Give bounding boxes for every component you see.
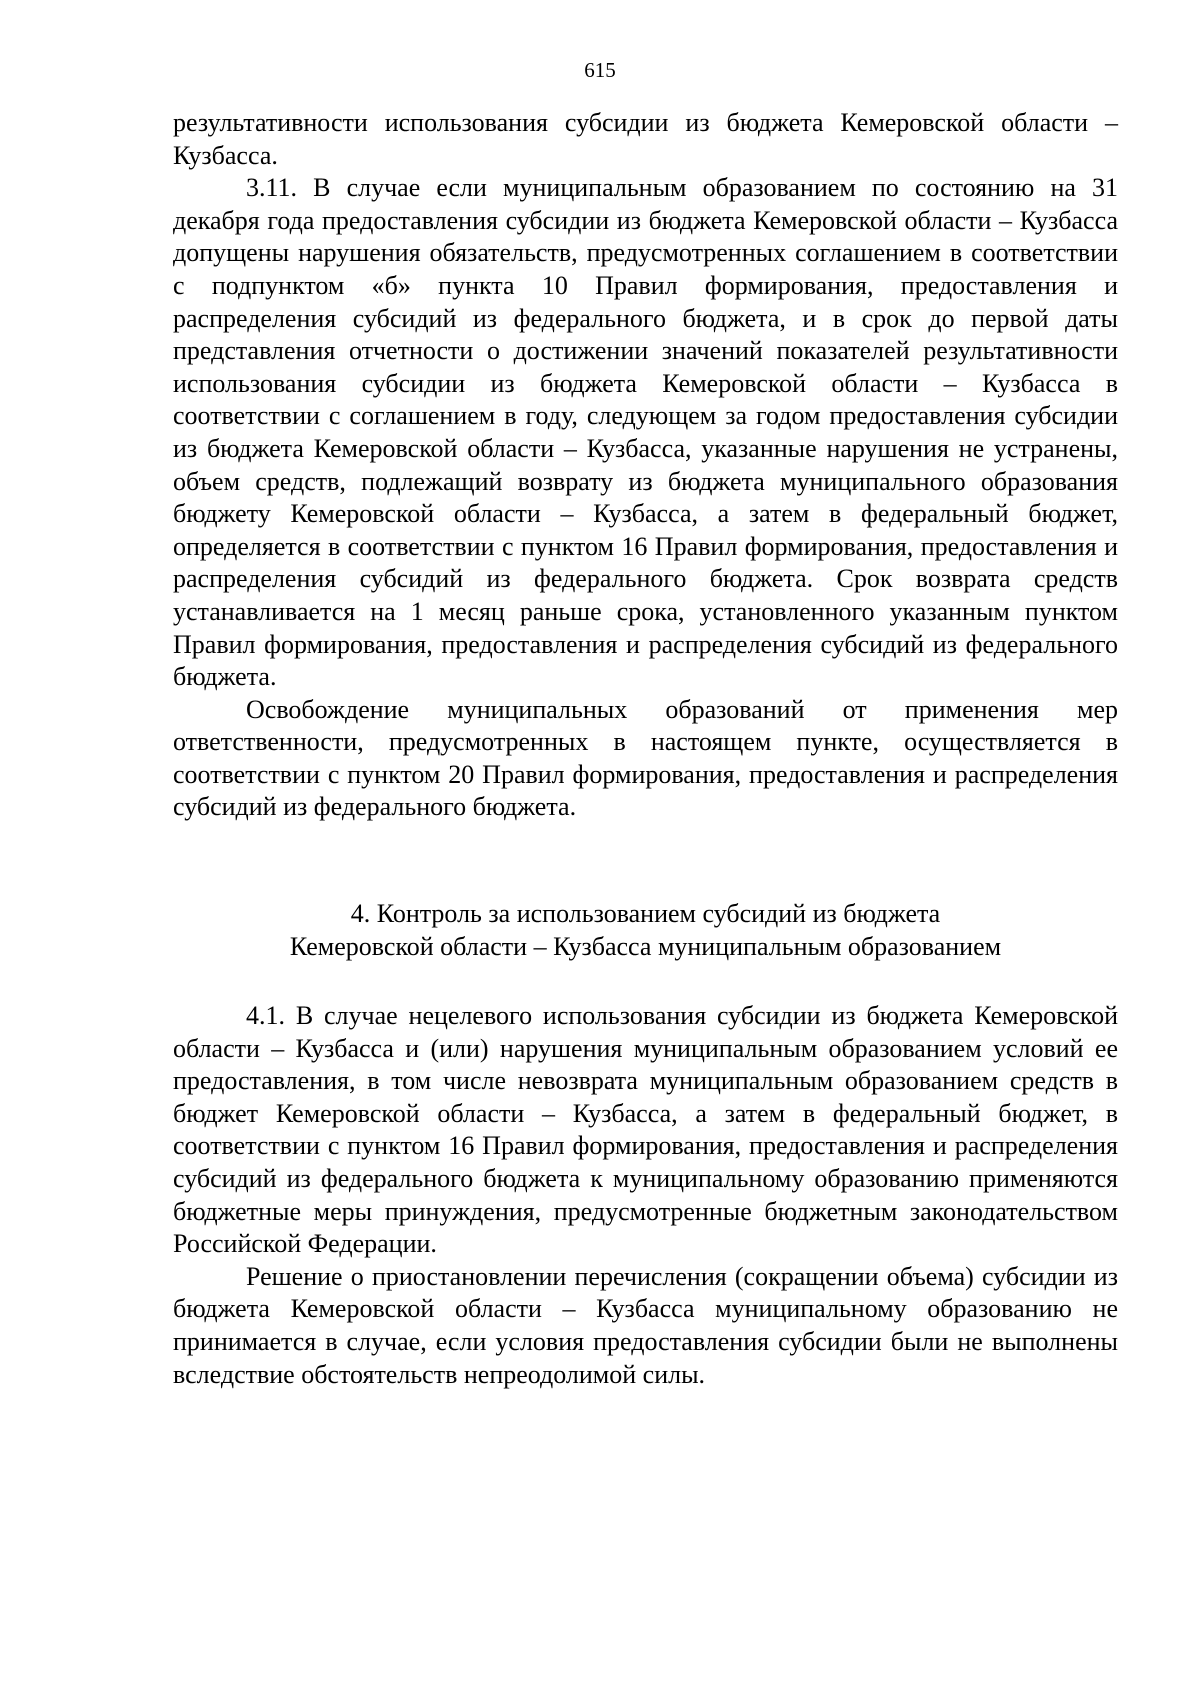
paragraph-exemption: Освобождение муниципальных образований от применения мер ответственности, предусмотренных в настоящем пункте, осуществляется в соответствии с пунктом 20 Правил формирования, предоставления и распределения субсидий из федерального бюджета. (173, 694, 1118, 822)
section-4-heading (173, 898, 1118, 963)
paragraph-suspension-decision: Решение о приостановлении перечисления (сокращении объема) субсидии из бюджета Кемеровской области – Кузбасса муниципальному образованию не принимается в случае, если условия предоставления субсидии были не выполнены вследствие обстоятельств непреодолимой силы. (173, 1261, 1118, 1389)
page-number: 615 (584, 58, 616, 82)
paragraph-continuation: результативности использования субсидии из бюджета Кемеровской области – Кузбасса. (173, 108, 1118, 170)
paragraph-4-1: 4.1. В случае нецелевого использования субсидии из бюджета Кемеровской области – Кузбасса и (или) нарушения муниципальным образованием условий ее предоставления, в том числе невозврата муниципальным образованием средств в бюджет Кемеровской области – Кузбасса, а затем в федеральный бюджет, в соответствии с пунктом 16 Правил формирования, предоставления и распределения субсидий из федерального бюджета к муниципальному образованию применяются бюджетные меры принуждения, предусмотренные бюджетным законодательством Российской Федерации. (173, 1001, 1118, 1259)
section-4-text (173, 1000, 1118, 1391)
section-3-text (173, 107, 1118, 824)
section-4-heading-line-2: Кемеровской области – Кузбасса муниципальным образованием (289, 931, 1002, 961)
section-4-heading-line-1: 4. Контроль за использованием субсидий из бюджета (350, 899, 941, 928)
paragraph-3-11: 3.11. В случае если муниципальным образованием по состоянию на 31 декабря года предоставления субсидии из бюджета Кемеровской области – Кузбасса допущены нарушения обязательств, предусмотренных соглашением в соответствии с подпунктом «б» пункта 10 Правил формирования, предоставления и распределения субсидий из федерального бюджета, и в срок до первой даты представления отчетности о достижении значений показателей результативности использования субсидии из бюджета Кемеровской области – Кузбасса в соответствии с соглашением в году, следующем за годом предоставления субсидии из бюджета Кемеровской области – Кузбасса, указанные нарушения не устранены, объем средств, подлежащий возврату из бюджета муниципального образования бюджету Кемеровской области – Кузбасса, а затем в федеральный бюджет, определяется в соответствии с пунктом 16 Правил формирования, предоставления и распределения субсидий из федерального бюджета. Срок возврата средств устанавливается на 1 месяц раньше срока, установленного указанным пунктом Правил формирования, предоставления и распределения субсидий из федерального бюджета. (173, 173, 1118, 692)
